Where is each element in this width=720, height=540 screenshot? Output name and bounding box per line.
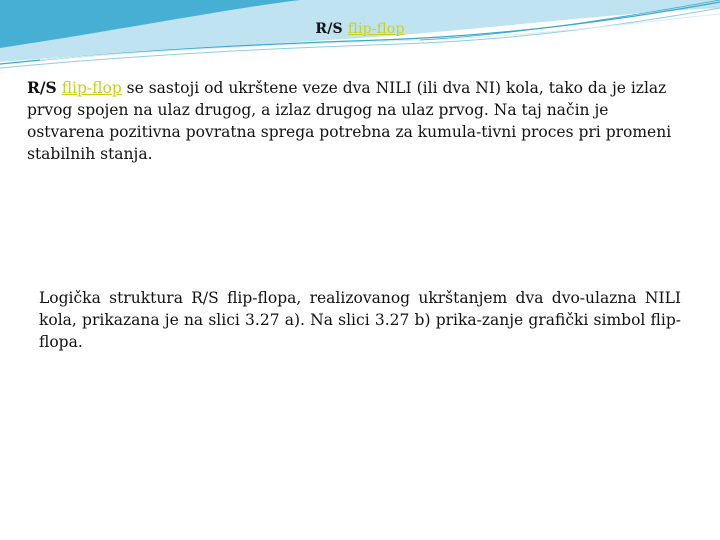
intro-flip-flop-link[interactable]: flip-flop	[61, 79, 122, 97]
title-flip-flop-link[interactable]: flip-flop	[347, 21, 405, 37]
slide-title	[0, 21, 720, 37]
structure-paragraph: Logička struktura R/S flip-flopa, realizovanog ukrštanjem dva dvo-ulazna NILI kola, prikazana je na slici 3.27 a). Na slici 3.27 b) prika-zanje grafički simbol flip-flopa.	[39, 289, 681, 351]
intro-lead: R/S	[27, 78, 57, 97]
title-prefix: R/S	[315, 21, 343, 37]
intro-text: se sastoji od ukrštene veze dva NILI (ili dva NI) kola, tako da je izlaz prvog spojen na ulaz drugog, a izlaz drugog na ulaz prvog. Na taj način je ostvarena pozitivna povratna sprega potrebna za kumula-tivni proces pri promeni stabilnih stanja.	[27, 79, 672, 163]
header-wave-decoration	[0, 0, 720, 80]
intro-paragraph	[27, 77, 677, 165]
